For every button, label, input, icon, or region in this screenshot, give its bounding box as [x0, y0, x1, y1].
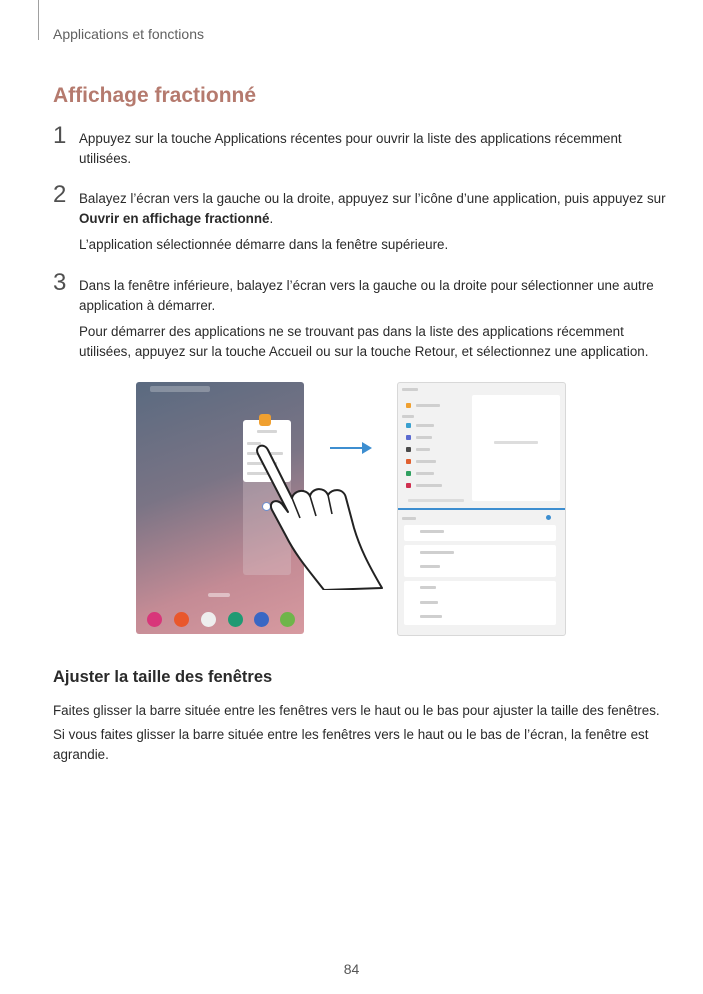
arrow-right-icon	[330, 447, 364, 449]
dock-label	[208, 593, 230, 597]
body-paragraph: Si vous faites glisser la barre située entre les fenêtres vers le haut ou le bas de l’écran, la fenêtre est agrandie.	[53, 727, 649, 762]
dock-app-icon	[147, 612, 162, 627]
step-number: 3	[53, 269, 67, 296]
subsection-title: Ajuster la taille des fenêtres	[53, 668, 273, 686]
body-paragraph: Faites glisser la barre située entre les fenêtres vers le haut ou le bas pour ajuster la taille des fenêtres.	[53, 703, 660, 718]
step-text: Balayez l’écran vers la gauche ou la droite, appuyez sur l’icône d’une application, puis appuyez sur Ouvrir en affichage fractionné.	[79, 191, 666, 226]
header-rule	[38, 0, 39, 40]
running-header: Applications et fonctions	[53, 26, 204, 42]
section-title: Affichage fractionné	[53, 84, 257, 107]
step-note: Pour démarrer des applications ne se trouvant pas dans la liste des applications récemment utilisées, appuyez sur la touche Accueil ou sur la touche Retour, et sélectionnez une application.	[79, 324, 649, 359]
step-number: 2	[53, 181, 67, 208]
hand-pointer-icon	[250, 440, 390, 590]
step-text: Appuyez sur la touche Applications récentes pour ouvrir la liste des applications récemment utilisées.	[79, 131, 622, 166]
dock-app-icon	[254, 612, 269, 627]
dock-app-icon	[280, 612, 295, 627]
step-text: Dans la fenêtre inférieure, balayez l’écran vers la gauche ou la droite pour sélectionner une autre application à démarrer.	[79, 278, 654, 313]
bold-command: Ouvrir en affichage fractionné	[79, 211, 270, 226]
arrow-head	[362, 442, 372, 454]
split-divider-bar[interactable]	[398, 508, 565, 510]
app-icon	[259, 414, 271, 426]
tablet-split-view-screen	[397, 382, 566, 636]
step-number: 1	[53, 122, 67, 149]
dock-app-icon	[174, 612, 189, 627]
step-note: L’application sélectionnée démarre dans la fenêtre supérieure.	[79, 237, 449, 252]
dock-app-icon	[228, 612, 243, 627]
dock-app-icon	[201, 612, 216, 627]
page-number: 84	[343, 961, 360, 977]
